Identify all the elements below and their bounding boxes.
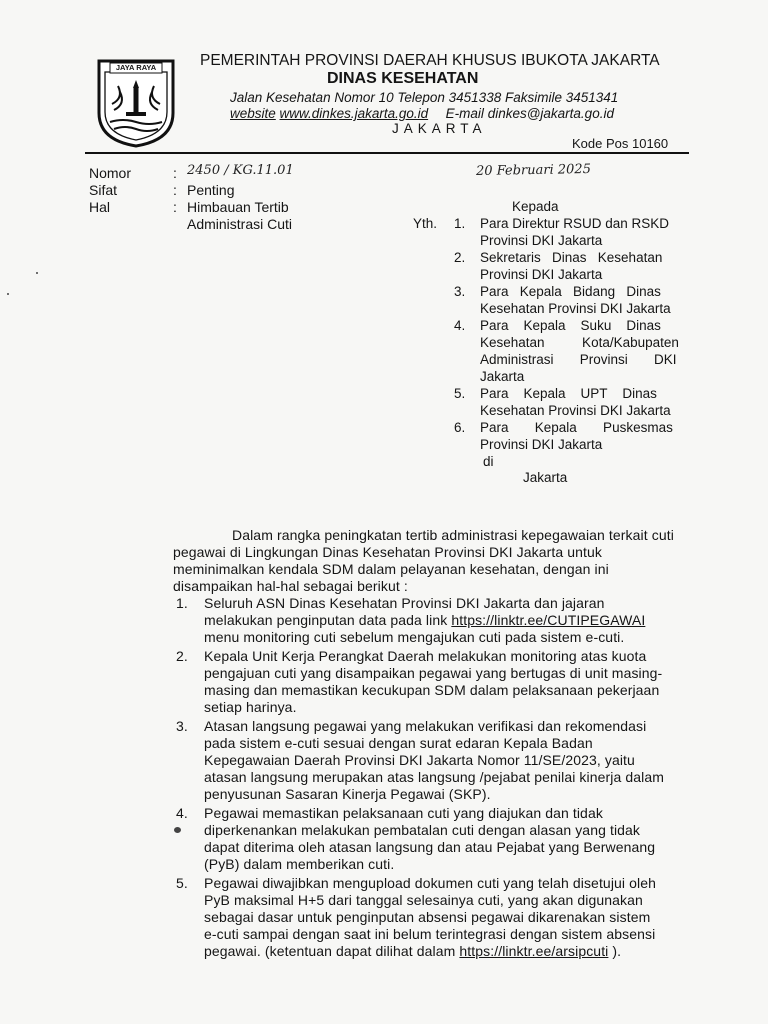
item-number: 3. [176, 718, 188, 734]
email-label: E-mail [445, 106, 484, 121]
intro-line: meminimalkan kendala SDM dalam pelayanan kesehatan, dengan ini [173, 561, 609, 577]
government-name: PEMERINTAH PROVINSI DAERAH KHUSUS IBUKOTA JAKARTA [200, 52, 660, 69]
item-line: menu monitoring cuti sebelum mengajukan cuti pada sistem e-cuti. [204, 629, 625, 645]
website-link[interactable]: www.dinkes.jakarta.go.id [279, 106, 429, 121]
nomor-value: 2450 / KG.11.01 [187, 163, 294, 178]
addressee-number: 5. [454, 386, 466, 401]
addressee-number: 4. [454, 318, 466, 333]
item-line: pengajuan cuti yang disampaikan pegawai yang bertugas di unit masing- [204, 665, 663, 681]
addressee-line: Para Kepala Puskesmas [480, 420, 673, 435]
addressee-line: Sekretaris Dinas Kesehatan [480, 250, 663, 265]
item-line: pegawai. (ketentuan dapat dilihat dalam [204, 943, 460, 959]
hal-label: Hal [89, 199, 111, 215]
addressee-number: 1. [454, 216, 466, 231]
addressee-line: Kesehatan Kota/Kabupaten [480, 335, 679, 350]
emblem-text: JAYA RAYA [115, 63, 157, 72]
item-line: masing dan memastikan kecukupan SDM dalam pelaksanaan pekerjaan [204, 682, 660, 698]
scan-speck [174, 827, 181, 833]
postal-code: Kode Pos 10160 [572, 136, 669, 151]
sifat-label: Sifat [89, 182, 118, 198]
intro-line: Dalam rangka peningkatan tertib administrasi kepegawaian terkait cuti [232, 527, 674, 543]
addressee-city: Jakarta [523, 470, 568, 485]
item-number: 1. [176, 595, 188, 611]
cuti-pegawai-link[interactable]: https://linktr.ee/CUTIPEGAWAI [451, 612, 646, 628]
intro-line: disampaikan hal-hal sebagai berikut : [173, 578, 408, 594]
email-link[interactable]: dinkes@jakarta.go.id [487, 106, 614, 121]
item-line: dapat diterima oleh atasan langsung dan atau Pejabat yang Berwenang [204, 839, 656, 855]
addressee-line: Provinsi DKI Jakarta [480, 267, 603, 282]
intro-line: pegawai di Lingkungan Dinas Kesehatan Provinsi DKI Jakarta untuk [173, 544, 602, 560]
item-line: PyB maksimal H+5 dari tanggal selesainya cuti, yang akan digunakan [204, 892, 643, 908]
addressee-line: Kesehatan Provinsi DKI Jakarta [480, 301, 671, 316]
item-line: melakukan penginputan data pada link [204, 612, 452, 628]
addressee-line: Para Kepala Bidang Dinas [480, 284, 661, 299]
website-label: website [230, 106, 276, 121]
scan-speck [36, 272, 38, 274]
item-number: 5. [176, 875, 188, 891]
hal-separator: : [173, 199, 177, 215]
addressee-number: 3. [454, 284, 466, 299]
yth-label: Yth. [413, 216, 438, 231]
jaya-raya-emblem [96, 58, 176, 148]
item-number: 4. [176, 805, 188, 821]
addressee-line: Para Kepala Suku Dinas [480, 318, 661, 333]
item-line: Kepala Unit Kerja Perangkat Daerah melakukan monitoring atas kuota [204, 648, 647, 664]
item-line: diperkenankan melakukan pembatalan cuti dengan alasan yang tidak [204, 822, 641, 838]
item-line: setiap harinya. [204, 699, 297, 715]
addressee-number: 2. [454, 250, 466, 265]
hal-value-line1: Himbauan Tertib [187, 199, 289, 215]
sifat-separator: : [173, 182, 177, 198]
item-line-with-link [204, 943, 621, 959]
hal-value-line2: Administrasi Cuti [187, 216, 293, 232]
addressee-line: Kesehatan Provinsi DKI Jakarta [480, 403, 671, 418]
addressee-di: di [483, 454, 494, 469]
addressee-line: Administrasi Provinsi DKI [480, 352, 677, 367]
item-line: (PyB) dalam memberikan cuti. [204, 856, 395, 872]
item-number: 2. [176, 648, 188, 664]
addressee-number: 6. [454, 420, 466, 435]
nomor-separator: : [173, 165, 177, 181]
arsip-cuti-link[interactable]: https://linktr.ee/arsipcuti [459, 943, 609, 959]
item-line: ). [608, 943, 622, 959]
sifat-value: Penting [187, 182, 235, 198]
agency-address: Jalan Kesehatan Nomor 10 Telepon 3451338 Faksimile 3451341 [230, 90, 619, 105]
addressee-line: Provinsi DKI Jakarta [480, 233, 603, 248]
item-line: atasan langsung merupakan atas langsung /pejabat penilai kinerja dalam [204, 769, 664, 785]
item-line: penyusunan Sasaran Kinerja Pegawai (SKP). [204, 786, 491, 802]
contact-line [230, 106, 614, 121]
agency-name: DINAS KESEHATAN [327, 70, 479, 87]
letterhead-divider [85, 152, 689, 154]
item-line: sebagai dasar untuk penginputan absensi pegawai dikarenakan sistem [204, 909, 651, 925]
item-line: e-cuti sampai dengan saat ini belum terintegrasi dengan sistem absensi [204, 926, 656, 942]
item-line: Pegawai diwajibkan mengupload dokumen cuti yang telah disetujui oleh [204, 875, 656, 891]
addressee-line: Para Direktur RSUD dan RSKD [480, 216, 670, 231]
addressee-line: Jakarta [480, 369, 525, 384]
item-line: pada sistem e-cuti sesuai dengan surat edaran Kepala Badan [204, 735, 593, 751]
item-line-with-link [204, 612, 645, 628]
addressee-line: Para Kepala UPT Dinas [480, 386, 657, 401]
letter-date: 20 Februari 2025 [475, 161, 592, 180]
scan-speck [7, 293, 9, 295]
item-line: Kepegawaian Daerah Provinsi DKI Jakarta Nomor 11/SE/2023, yaitu [204, 752, 635, 768]
item-line: Pegawai memastikan pelaksanaan cuti yang diajukan dan tidak [204, 805, 603, 821]
kepada-label: Kepada [512, 199, 559, 214]
nomor-label: Nomor [89, 165, 132, 181]
letterhead-city: JAKARTA [392, 121, 487, 136]
item-line: Atasan langsung pegawai yang melakukan verifikasi dan rekomendasi [204, 718, 647, 734]
item-line: Seluruh ASN Dinas Kesehatan Provinsi DKI Jakarta dan jajaran [204, 595, 605, 611]
addressee-line: Provinsi DKI Jakarta [480, 437, 603, 452]
